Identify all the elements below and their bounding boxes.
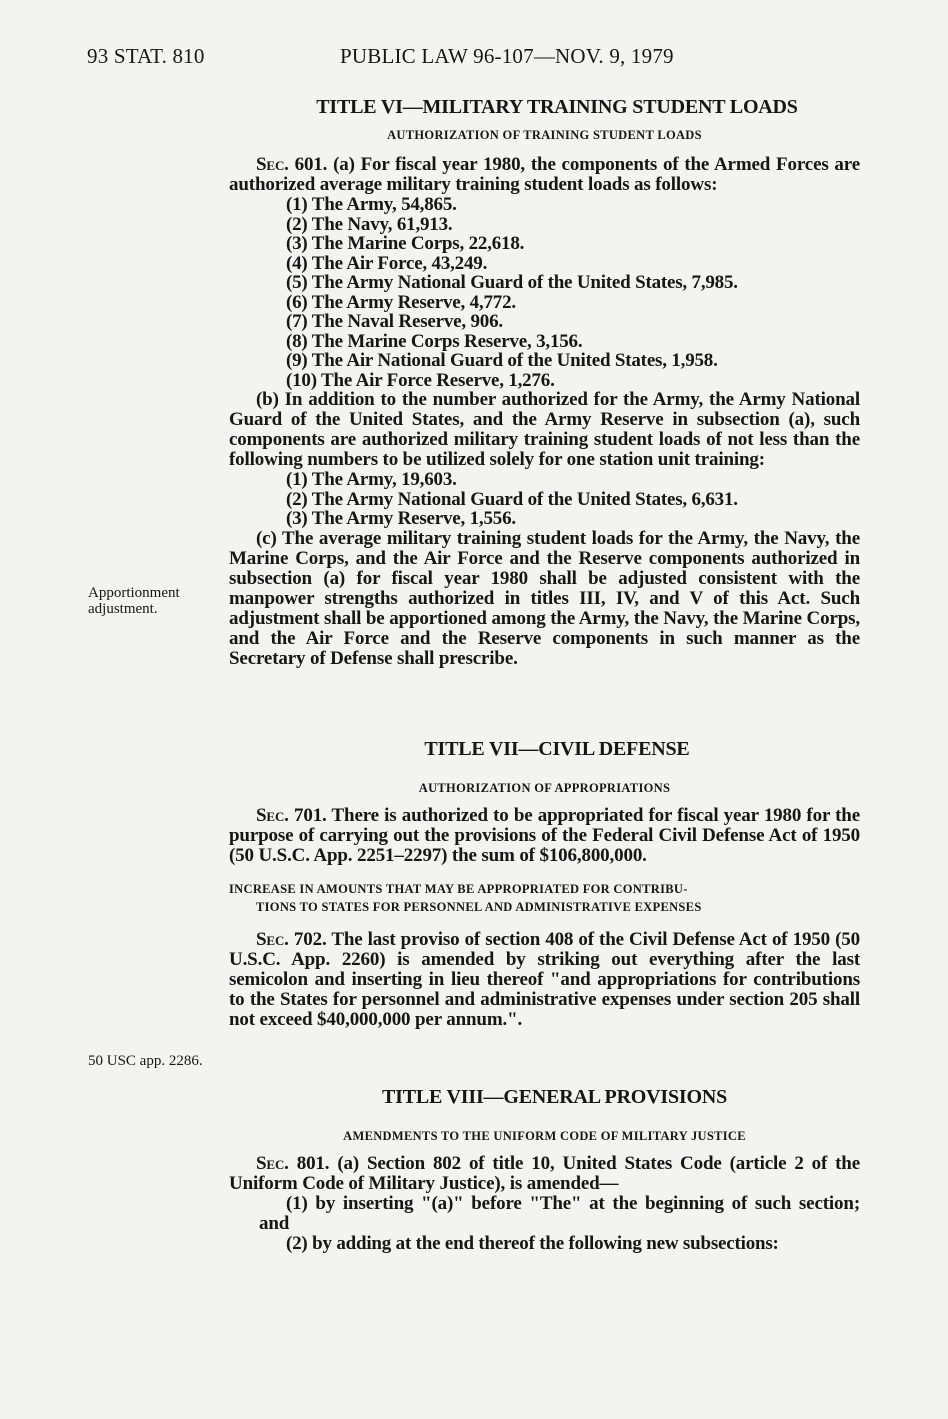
margin-note-apportionment: Apportionment adjustment. <box>88 585 180 617</box>
page-stat-number: 93 STAT. 810 <box>87 44 205 68</box>
sec-601-intro <box>229 155 860 195</box>
margin-note-usc: 50 USC app. 2286. <box>88 1053 203 1069</box>
title-viii-section <box>229 1086 860 1254</box>
title-vi-section <box>229 96 860 669</box>
list-item: (2) The Army National Guard of the United States, 6,631. <box>286 488 738 510</box>
list-item: (9) The Air National Guard of the United States, 1,958. <box>286 350 718 371</box>
title-viii-subheading: AMENDMENTS TO THE UNIFORM CODE OF MILITARY JUSTICE <box>343 1129 746 1143</box>
list-item: (8) The Marine Corps Reserve, 3,156. <box>286 330 583 352</box>
list-item: (1) The Army, 54,865. <box>286 194 457 215</box>
sec-701-text: 701. There is authorized to be appropriated for fiscal year 1980 for the purpose of carrying out the provisions of the Federal Civil Defense Act of 1950 (50 U.S.C. App. 2251–2297) the sum of $106,800,000. <box>229 805 860 866</box>
title-vii-subheading: AUTHORIZATION OF APPROPRIATIONS <box>418 781 671 795</box>
sec-801 <box>229 1154 860 1194</box>
title-vii-subheading-2 <box>229 880 860 916</box>
title-vi-subheading: AUTHORIZATION OF TRAINING STUDENT LOADS <box>387 128 702 142</box>
sec-801-item-1: (1) by inserting "(a)" before "The" at the beginning of such section; and <box>259 1193 860 1234</box>
sec-702 <box>229 930 860 1030</box>
title-vi-heading: TITLE VI—MILITARY TRAINING STUDENT LOADS <box>316 96 798 118</box>
sec-label: Sec. <box>256 929 289 950</box>
title-vii-section <box>229 738 860 1030</box>
sec-702-text: 702. The last proviso of section 408 of the Civil Defense Act of 1950 (50 U.S.C. App. 2260) is amended by striking out everything after the last semicolon and inserting in lieu thereof "and appropriations for contributions to the States for personnel and administrative expenses under section 205 shall not exceed $40,000,000 per annum.". <box>229 929 860 1030</box>
sec-601-para-c: (c) The average military training student loads for the Army, the Navy, the Marine Corps, and the Air Force and the Reserve components authorized in subsection (a) for fiscal year 1980 shall be adjusted consistent with the manpower strengths authorized in titles III, IV, and V of this Act. Such adjustment shall be apportioned among the Army, the Navy, the Marine Corps, and the Air Force and the Reserve components in such manner as the Secretary of Defense shall prescribe. <box>229 527 860 669</box>
list-item: (4) The Air Force, 43,249. <box>286 252 488 274</box>
sec-601-text: 601. (a) For fiscal year 1980, the components of the Armed Forces are authorized average military training student loads as follows: <box>229 154 860 195</box>
sec-label: Sec. <box>256 154 289 175</box>
subheading-line: TIONS TO STATES FOR PERSONNEL AND ADMINISTRATIVE EXPENSES <box>256 900 702 914</box>
sec-601-para-b: (b) In addition to the number authorized for the Army, the Army National Guard of the United States, and the Army Reserve in subsection (a), such components are authorized military training student loads of not less than the following numbers to be utilized solely for one station unit training: <box>229 389 860 470</box>
list-item: (3) The Marine Corps, 22,618. <box>286 233 525 254</box>
sec-label: Sec. <box>256 805 289 826</box>
list-item: (5) The Army National Guard of the United States, 7,985. <box>286 272 738 293</box>
list-item: (2) The Navy, 61,913. <box>286 213 453 235</box>
title-vii-heading: TITLE VII—CIVIL DEFENSE <box>424 738 690 760</box>
sec-701 <box>229 806 860 866</box>
sec-601-list-a <box>229 195 860 390</box>
sec-label: Sec. <box>256 1153 289 1174</box>
sec-601-list-b <box>229 470 860 529</box>
list-item: (6) The Army Reserve, 4,772. <box>286 291 516 313</box>
sec-801-text: 801. (a) Section 802 of title 10, United States Code (article 2 of the Uniform Code of Military Justice), is amended— <box>229 1153 860 1194</box>
page-running-head: PUBLIC LAW 96-107—NOV. 9, 1979 <box>340 44 674 68</box>
list-item: (1) The Army, 19,603. <box>286 469 457 490</box>
list-item: (7) The Naval Reserve, 906. <box>286 311 503 332</box>
list-item: (3) The Army Reserve, 1,556. <box>286 508 516 529</box>
subheading-line: INCREASE IN AMOUNTS THAT MAY BE APPROPRIATED FOR CONTRIBU- <box>229 882 688 896</box>
list-item: (10) The Air Force Reserve, 1,276. <box>286 369 555 391</box>
title-viii-heading: TITLE VIII—GENERAL PROVISIONS <box>381 1086 728 1108</box>
sec-801-item-2: (2) by adding at the end thereof the following new subsections: <box>286 1233 779 1254</box>
